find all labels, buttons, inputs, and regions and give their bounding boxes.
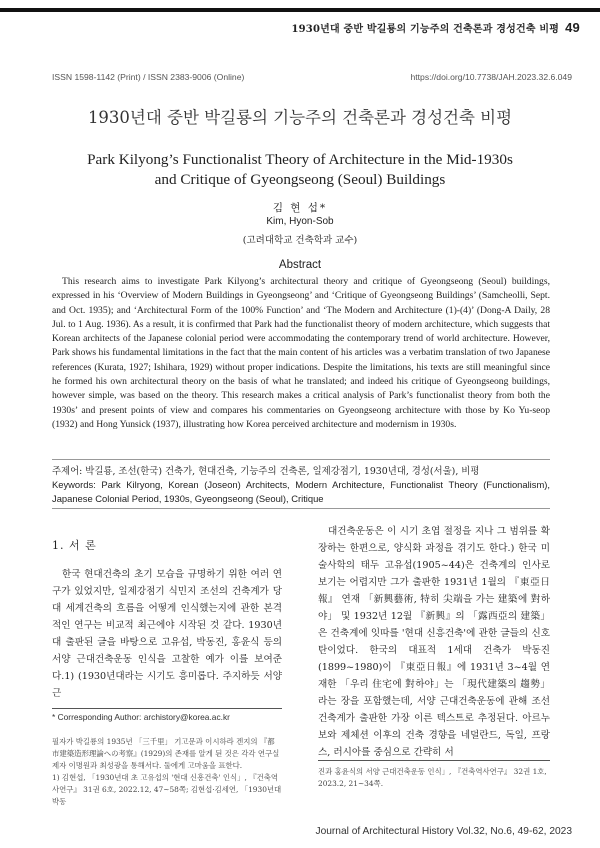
footnote-continued: 진과 홍윤식의 서양 근대건축운동 인식」, 『건축역사연구』 32권 1호, 2023.2, 21~34쪽. — [318, 767, 547, 788]
footnote-rule-left — [52, 708, 282, 709]
author-korean: 김 현 섭* — [272, 202, 328, 214]
journal-footer: Journal of Architectural History Vol.32, No.6, 49-62, 2023 — [315, 826, 572, 837]
title-english-line-2: and Critique of Gyeongseong (Seoul) Buildings — [154, 171, 446, 188]
section-heading: 1. 서 론 — [52, 539, 97, 552]
affiliation: (고려대학교 건축학과 교수) — [242, 235, 358, 246]
footnote-rule-right — [318, 760, 550, 761]
body-left-column: 한국 현대건축의 초기 모습을 규명하기 위한 여러 연구가 있었지만, 일제강점기 식민지 조선의 건축계가 당대 세계건축의 흐름을 어떻게 인식했는지에 관한 본격적인 연구는 비교적 최근에야 시작된 것 같다. 1930년대 출판된 글을 바탕으로 고유섭, 박동진, 홍윤식 등의 서양 근대건축운동 인식을 고찰한 예가 이를 보여준다.1) (1930년대라는 시기도 흥미롭다. 주지하듯 서양 근 — [52, 569, 282, 699]
issn: ISSN 1598-1142 (Print) / ISSN 2383-9006 (Online) — [52, 72, 245, 82]
title-korean: 1930년대 중반 박길룡의 기능주의 건축론과 경성건축 비평 — [87, 108, 513, 127]
corresponding-author: * Corresponding Author: archistory@korea.ac.kr — [52, 712, 230, 722]
author-english: Kim, Hyon-Sob — [266, 216, 334, 227]
running-head — [291, 20, 580, 35]
page-number: 49 — [565, 20, 580, 35]
keywords-top-rule — [52, 459, 550, 460]
top-rule — [0, 8, 600, 12]
keywords-bottom-rule — [52, 508, 550, 509]
footnote-1: 1) 김현섭, 「1930년대 초 고유섭의 '현대 신흥건축' 인식」, 『건축역사연구』 31권 6호, 2022.12, 47~58쪽; 김현섭·김세연, 「1930년대 박동 — [52, 773, 282, 806]
running-head-title: 1930년대 중반 박길룡의 기능주의 건축론과 경성건축 비평 — [291, 24, 560, 35]
doi-link[interactable]: https://doi.org/10.7738/JAH.2023.32.6.049 — [410, 72, 572, 82]
body-right-column: 대건축운동은 이 시기 초엽 절정을 지나 그 범위를 확장하는 한편으로, 양식화 과정을 겪기도 한다.) 한국 미술사학의 태두 고유섭(1905~44)은 건축계의 인사로 보기는 어렵지만 그가 출판한 1931년 1월의 『東亞日報』 연재 「新興藝術, 特히 尖端을 가는 建築에 對하야」 및 1932년 12월 『新興』의 「露西亞의 建築」은 건축계에 잇따를 '현대 신흥건축'에 관한 글들의 신호탄이었다. 한국의 대표적 1세대 건축가 박동진(1899~1980)이 『東亞日報』에 1931년 3~4월 연재한 「우리 住宅에 對하야」는 「現代建築의 趨勢」라는 장을 포함했는데, 서양 근대건축운동에 관해 조선 건축계가 출판한 가장 이른 텍스트로 추정된다. 아르누보와 제체션 이후의 건축 경향을 네덜란드, 독일, 프랑스, 러시아를 중심으로 간략히 서 — [318, 526, 550, 758]
title-english-line-1: Park Kilyong’s Functionalist Theory of Architecture in the Mid-1930s — [87, 151, 513, 168]
footnote-note: 필자가 박길룡의 1935년 「三千里」 기고문과 이시하라 겐지의 『都市建築造形理論への考察』(1929)의 존재를 알게 된 것은 각각 연구실 제자 이명원과 최성광을 통해서다. 둘에게 고마움을 표한다. — [52, 737, 280, 770]
abstract-heading: Abstract — [278, 259, 322, 271]
title-english — [40, 150, 560, 190]
keywords-english: Keywords: Park Kilryong, Korean (Joseon) Architects, Modern Architecture, Functionalist Theory (Functionalism), Japanese Colonial Period, 1930s, Gyeongseong (Seoul), Critique — [52, 479, 550, 504]
abstract-text: This research aims to investigate Park Kilyong’s architectural theory and critique of Gyeongseong (Seoul) buildings, expressed in his ‘Overview of Modern Buildings in Gyeongseong’ and ‘Critique of Gyeongseong Buildings’ (Samcheolli, Sept. and Oct. 1935); and ‘Architectural Form of the 100% Function’ and ‘The Modern and Architecture (1)-(4)’ (Dong-A Daily, 28 Jul. to 1 Aug. 1936). As a result, it is confirmed that Park had the functionalist theory of modern architecture, which suggests that Korean architects of the Japanese colonial period were accommodating the contemporary trend of world architecture. However, Park shows his fundamental limitations in the fact that the main content of his articles was a verbatim translation of two Japanese references (Kurata, 1927; Ishihara, 1929) without proper indications. Despite the limitations, his texts are still meaningful since he formed his own architectural theory on the basis of what he translated; and indeed his critique of Gyeongseong buildings, however simple, was based on the theory. This research makes a critical analysis of Park’s functionalist theory from both the 1930s’ and present points of view and compares his commentaries on Gyeongseong architecture with those by Ko Yu-seop (1932) and Hong Yunsick (1937), illustrating how Korea perceived architecture and modernism in 1930s. — [52, 276, 550, 430]
keywords-korean: 주제어: 박길룡, 조선(한국) 건축가, 현대건축, 기능주의 건축론, 일제강점기, 1930년대, 경성(서울), 비평 — [52, 466, 480, 477]
